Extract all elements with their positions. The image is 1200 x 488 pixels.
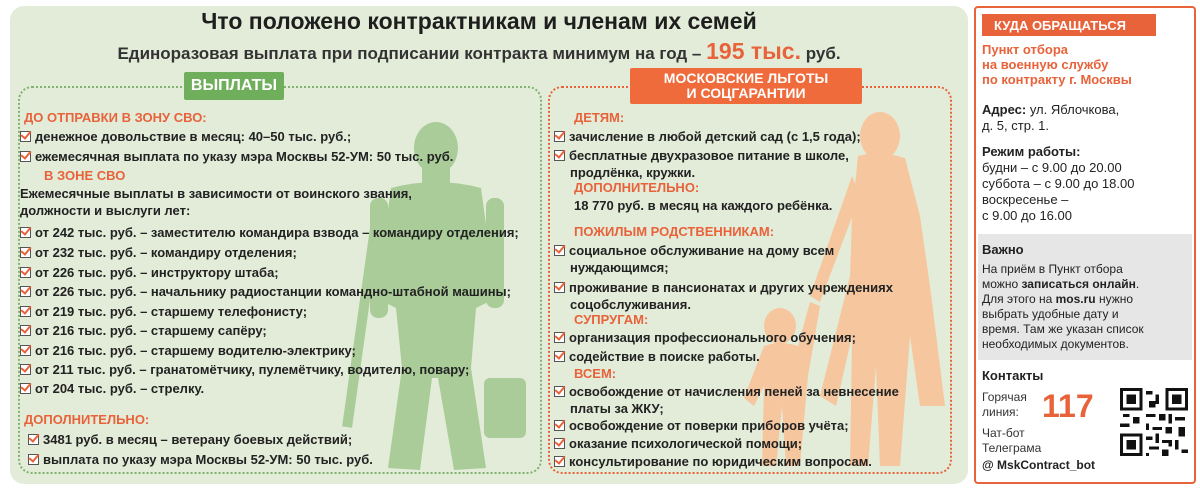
checkbox-icon (554, 351, 565, 362)
important-text: На приём в Пункт отбора можно записаться онлайн. Для этого на mos.ru нужно выбрать удобные дату и время. Там же указан список необходимых документов. (982, 262, 1144, 351)
working-hours: Режим работы: будни – с 9.00 до 20.00 суббота – с 9.00 до 18.00 воскресенье – с 9.00 до 16.00 (982, 144, 1135, 223)
hotline-label: Горячая линия: (982, 390, 1027, 419)
checkbox-icon (20, 364, 31, 375)
list-item: денежное довольствие в месяц: 40–50 тыс. руб.; (20, 129, 351, 145)
checkbox-icon (20, 306, 31, 317)
list-item: оказание психологической помощи; (554, 436, 802, 452)
checkbox-icon (28, 454, 39, 465)
list-item: от 226 тыс. руб. – инструктору штаба; (20, 265, 279, 281)
address: Адрес: ул. Яблочкова, д. 5, стр. 1. (982, 102, 1120, 133)
in-zone-intro-2: должности и выслуги лет: (20, 203, 191, 218)
list-item: консультирование по юридическим вопросам. (554, 454, 872, 470)
list-item: от 232 тыс. руб. – командиру отделения; (20, 245, 297, 261)
list-item: ежемесячная выплата по указу мэра Москвы 52-УМ: 50 тыс. руб. (20, 149, 453, 165)
mos-ru-text: mos.ru (1055, 292, 1096, 306)
checkbox-icon (20, 267, 31, 278)
page-title: Что положено контрактникам и членам их семей (201, 8, 757, 34)
checkbox-icon (554, 282, 565, 293)
list-item: бесплатные двухразовое питание в школе, (554, 148, 849, 164)
important-title: Важно (982, 242, 1024, 257)
section-all: ВСЕМ: (574, 366, 617, 381)
benefits-badge (630, 68, 862, 104)
extra-text: 18 770 руб. в месяц на каждого ребёнка. (574, 198, 833, 213)
checkbox-icon (20, 286, 31, 297)
elderly-1b: нуждающимся; (570, 260, 669, 275)
payments-badge: ВЫПЛАТЫ (184, 72, 284, 100)
section-children: ДЕТЯМ: (574, 110, 625, 125)
checkbox-icon (20, 247, 31, 258)
list-item: от 216 тыс. руб. – старшему водителю-электрику; (20, 343, 356, 359)
list-item: от 211 тыс. руб. – гранатомётчику, пулемётчику, водителю, повару; (20, 362, 469, 378)
list-item: содействие в поиске работы. (554, 349, 760, 365)
recruitment-point-name: Пункт отбора на военную службу по контракту г. Москвы (982, 42, 1132, 87)
checkbox-icon (554, 420, 565, 431)
checkbox-icon (554, 131, 565, 142)
in-zone-intro-1: Ежемесячные выплаты в зависимости от воинского звания, (20, 186, 412, 201)
checkbox-icon (20, 325, 31, 336)
chatbot-label: Чат-бот Телеграма (982, 426, 1042, 455)
checkbox-icon (20, 131, 31, 142)
list-item: выплата по указу мэра Москвы 52-УМ: 50 тыс. руб. (28, 452, 373, 468)
children-cont: продлёнка, кружки. (570, 165, 696, 180)
section-additional: ДОПОЛНИТЕЛЬНО: (24, 412, 150, 427)
checkbox-icon (554, 332, 565, 343)
subtitle-text: Единоразовая выплата при подписании контракта минимум на год – (117, 44, 702, 63)
section-spouses: СУПРУГАМ: (574, 312, 649, 327)
qr-code-icon (1120, 388, 1188, 456)
list-item: зачисление в любой детский сад (с 1,5 года); (554, 129, 861, 145)
list-item: 3481 руб. в месяц – ветерану боевых действий; (28, 432, 352, 448)
telegram-bot-handle: @ MskContract_bot (982, 458, 1096, 472)
page-subtitle (0, 38, 958, 65)
elderly-2b: соцобслуживания. (570, 297, 691, 312)
checkbox-icon (20, 227, 31, 238)
online-booking-text: записаться онлайн (1021, 277, 1136, 291)
list-item: от 216 тыс. руб. – старшему сапёру; (20, 323, 267, 339)
subtitle-unit: руб. (805, 44, 841, 63)
important-box (978, 234, 1192, 360)
list-item: социальное обслуживание на дому всем (554, 243, 834, 259)
list-item: проживание в пансионатах и других учреждениях (554, 280, 893, 296)
list-item: от 204 тыс. руб. – стрелку. (20, 381, 204, 397)
benefits-badge-line2: И СОЦГАРАНТИИ (686, 85, 806, 101)
list-item: освобождение от поверки приборов учёта; (554, 418, 849, 434)
checkbox-icon (554, 386, 565, 397)
checkbox-icon (554, 456, 565, 467)
contact-panel (974, 6, 1196, 484)
contacts-title: Контакты (982, 368, 1044, 383)
list-item: от 219 тыс. руб. – старшему телефонисту; (20, 304, 307, 320)
all-1b: платы за ЖКУ; (570, 401, 664, 416)
checkbox-icon (28, 434, 39, 445)
list-item: организация профессионального обучения; (554, 330, 856, 346)
checkbox-icon (554, 150, 565, 161)
list-item: освобождение от начисления пеней за невнесение (554, 384, 899, 400)
checkbox-icon (554, 245, 565, 256)
section-before-deployment: ДО ОТПРАВКИ В ЗОНУ СВО: (24, 110, 207, 125)
checkbox-icon (20, 345, 31, 356)
list-item: от 242 тыс. руб. – заместителю командира взвода – командиру отделения; (20, 225, 519, 241)
hotline-number: 117 (1042, 388, 1094, 424)
checkbox-icon (20, 383, 31, 394)
section-in-zone: В ЗОНЕ СВО (44, 168, 126, 183)
list-item: от 226 тыс. руб. – начальнику радиостанции командно-штабной машины; (20, 284, 511, 300)
subtitle-amount: 195 тыс. (706, 38, 801, 64)
contact-panel-header: КУДА ОБРАЩАТЬСЯ (982, 14, 1156, 36)
section-extra: ДОПОЛНИТЕЛЬНО: (574, 180, 700, 195)
checkbox-icon (554, 438, 565, 449)
section-elderly: ПОЖИЛЫМ РОДСТВЕННИКАМ: (574, 224, 775, 239)
checkbox-icon (20, 151, 31, 162)
benefits-badge-line1: МОСКОВСКИЕ ЛЬГОТЫ (663, 70, 829, 86)
